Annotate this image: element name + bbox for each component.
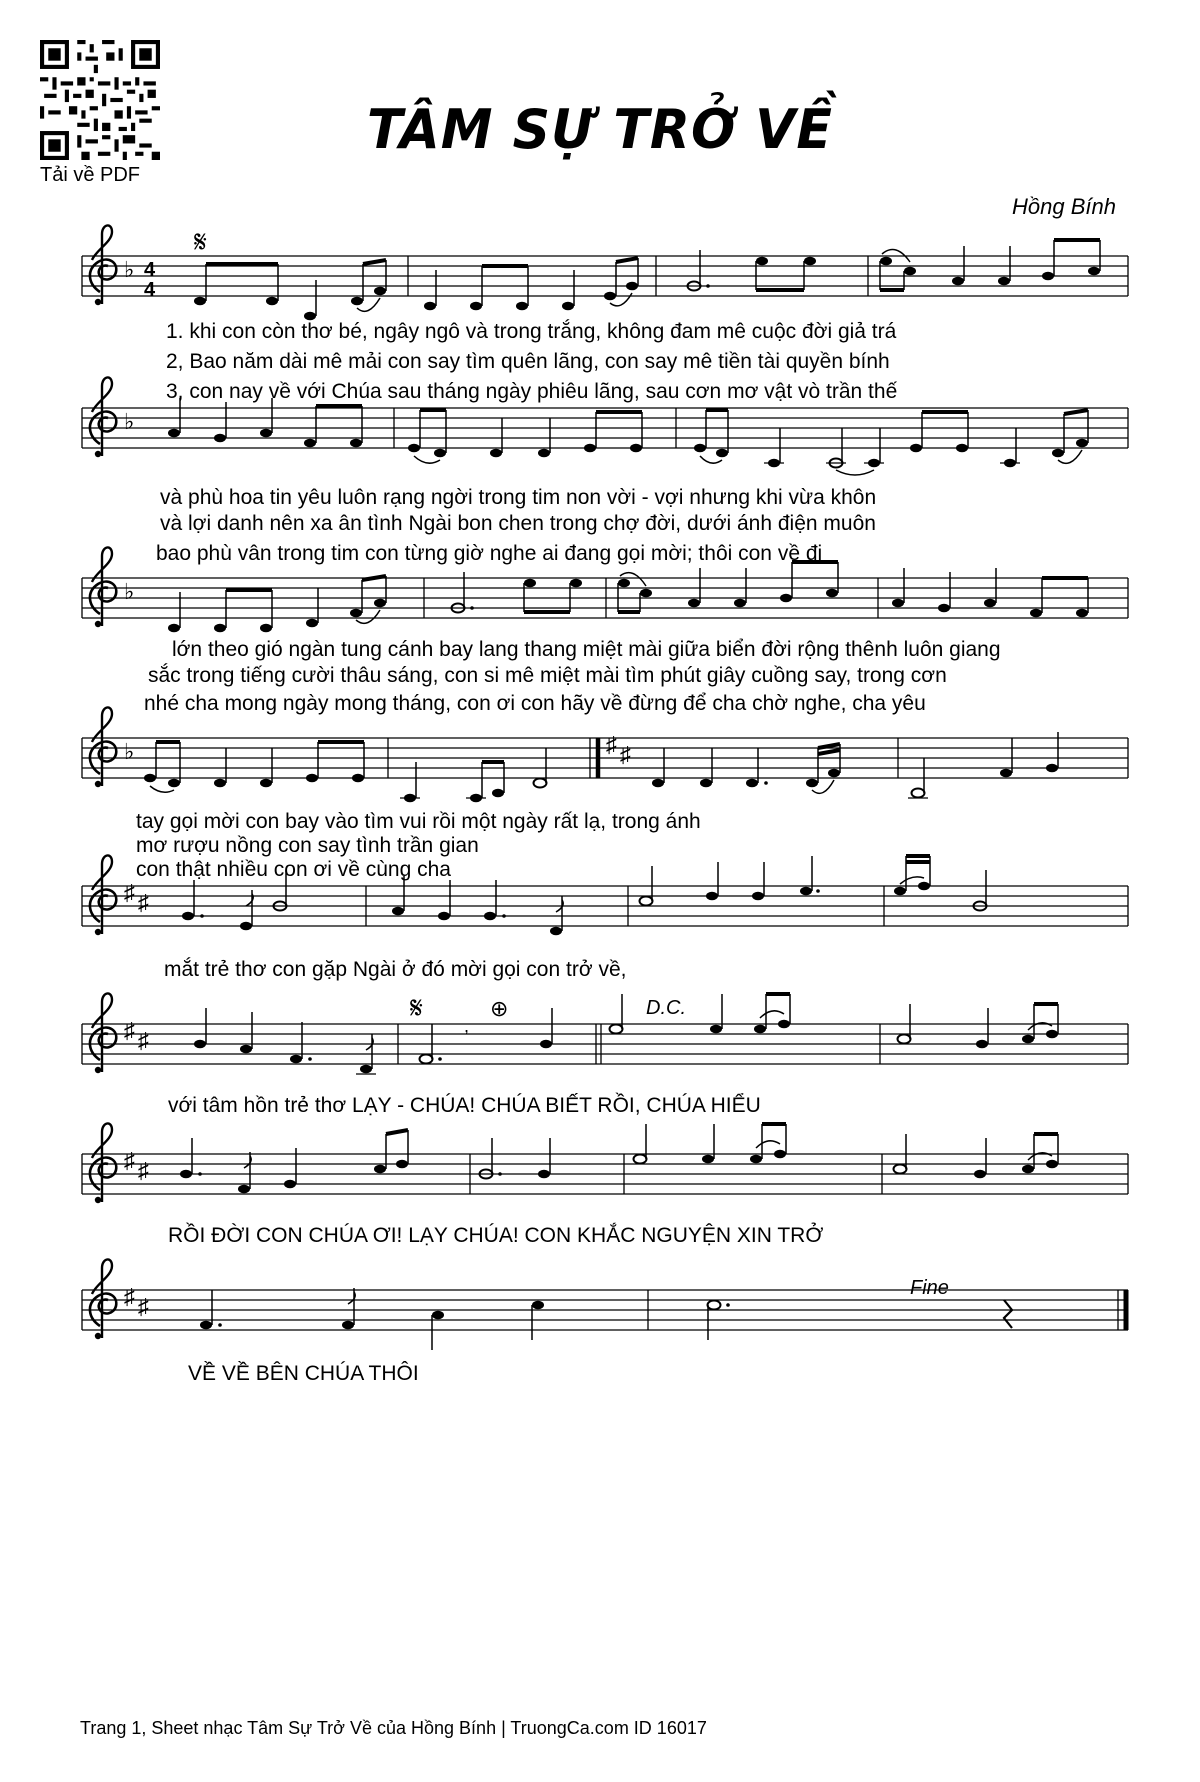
lyrics-system-8: [188, 1362, 419, 1385]
fine-marking: Fine: [910, 1277, 949, 1299]
flat-icon: ♭: [124, 257, 135, 282]
coda-icon: ⊕: [490, 996, 509, 1021]
lyric-line: mắt trẻ thơ con gặp Ngài ở đó mời gọi con trở về,: [164, 958, 627, 981]
treble-clef-icon: [90, 225, 116, 305]
song-title: TÂM SỰ TRỞ VỀ: [367, 98, 833, 162]
treble-clef-icon: [90, 1123, 116, 1203]
staff-system-8: [82, 1259, 1128, 1350]
lyrics-system-1: [166, 320, 898, 403]
treble-clef-icon: [90, 707, 116, 787]
quarter-rest-icon: [1004, 1300, 1012, 1328]
sharp-icon: ♯: [620, 742, 631, 767]
staff-system-6: [82, 992, 1128, 1074]
treble-clef-icon: [90, 377, 116, 457]
lyrics-system-3: [144, 638, 1001, 715]
sharp-icon: ♯: [138, 1158, 149, 1183]
time-sig-top: 4: [144, 259, 156, 281]
lyric-line: mơ rượu nồng con say tình trần gian: [136, 834, 479, 857]
lyric-line: 3, con nay về với Chúa sau tháng ngày phiêu lãng, sau cơn mơ vật vò trần thế: [166, 380, 898, 403]
lyrics-system-7: [168, 1223, 823, 1247]
sharp-icon: ♯: [138, 890, 149, 915]
lyrics-system-2: [156, 486, 876, 565]
segno-icon: 𝄋: [410, 992, 423, 1025]
page-footer: Trang 1, Sheet nhạc Tâm Sự Trở Về của Hồng Bính | TruongCa.com ID 16017: [80, 1718, 707, 1738]
flat-icon: ♭: [124, 579, 135, 604]
lyric-line: sắc trong tiếng cười thâu sáng, con si mê miệt mài tìm phút giây cuồng say, trong cơn: [148, 664, 947, 687]
lyric-line: tay gọi mời con bay vào tìm vui rồi một ngày rất lạ, trong ánh: [136, 810, 701, 833]
sharp-icon: ♯: [124, 1018, 135, 1043]
flat-icon: ♭: [124, 739, 135, 764]
lyric-line: lớn theo gió ngàn tung cánh bay lang thang miệt mài giữa biển đời rộng thênh luôn giang: [172, 638, 1001, 661]
sharp-icon: ♯: [124, 1284, 135, 1309]
lyric-line: con thật nhiều con ơi về cùng cha: [136, 858, 451, 881]
flat-icon: ♭: [124, 409, 135, 434]
lyric-line: nhé cha mong ngày mong tháng, con ơi con hãy về đừng để cha chờ nghe, cha yêu: [144, 692, 926, 715]
time-sig-bottom: 4: [144, 279, 156, 301]
lyric-line: với tâm hồn trẻ thơ LẠY - CHÚA! CHÚA BIẾT RỒI, CHÚA HIỂU: [168, 1094, 761, 1117]
lyric-line: và phù hoa tin yêu luôn rạng ngời trong tim non vời - vợi nhưng khi vừa khôn: [160, 486, 877, 509]
sharp-icon: ♯: [138, 1028, 149, 1053]
treble-clef-icon: [90, 547, 116, 627]
segno-icon: 𝄋: [194, 226, 207, 259]
composer-name: Hồng Bính: [1012, 194, 1116, 219]
sharp-icon: ♯: [606, 732, 617, 757]
sharp-icon: ♯: [124, 1148, 135, 1173]
breath-mark: ,: [464, 1016, 470, 1036]
lyric-line: RỒI ĐỜI CON CHÚA ƠI! LẠY CHÚA! CON KHẮC NGUYỆN XIN TRỞ: [168, 1224, 824, 1247]
lyric-line: bao phù vân trong tim con từng giờ nghe ai đang gọi mời; thôi con về đi: [156, 542, 823, 565]
lyric-line: VỀ VỀ BÊN CHÚA THÔI: [188, 1362, 419, 1385]
lyrics-system-4: [136, 810, 701, 881]
treble-clef-icon: [90, 855, 116, 935]
download-pdf-link[interactable]: Tải về PDF: [40, 164, 141, 186]
lyrics-system-5: [164, 958, 626, 981]
treble-clef-icon: [90, 993, 116, 1073]
staff-system-1: [82, 225, 1128, 320]
staff-system-7: [82, 1123, 1128, 1203]
lyric-line: và lợi danh nên xa ân tình Ngài bon chen trong chợ đời, dưới ánh điện muôn: [160, 512, 876, 535]
lyric-line: 2, Bao năm dài mê mải con say tìm quên lãng, con say mê tiền tài quyền bính: [166, 350, 890, 373]
staff-system-4: [82, 707, 1128, 802]
lyrics-system-6: [168, 1093, 761, 1117]
treble-clef-icon: [90, 1259, 116, 1339]
sharp-icon: ♯: [124, 880, 135, 905]
lyric-line: 1. khi con còn thơ bé, ngây ngô và trong trắng, không đam mê cuộc đời giả trá: [166, 320, 897, 343]
dc-marking: D.C.: [646, 997, 686, 1019]
sharp-icon: ♯: [138, 1294, 149, 1319]
